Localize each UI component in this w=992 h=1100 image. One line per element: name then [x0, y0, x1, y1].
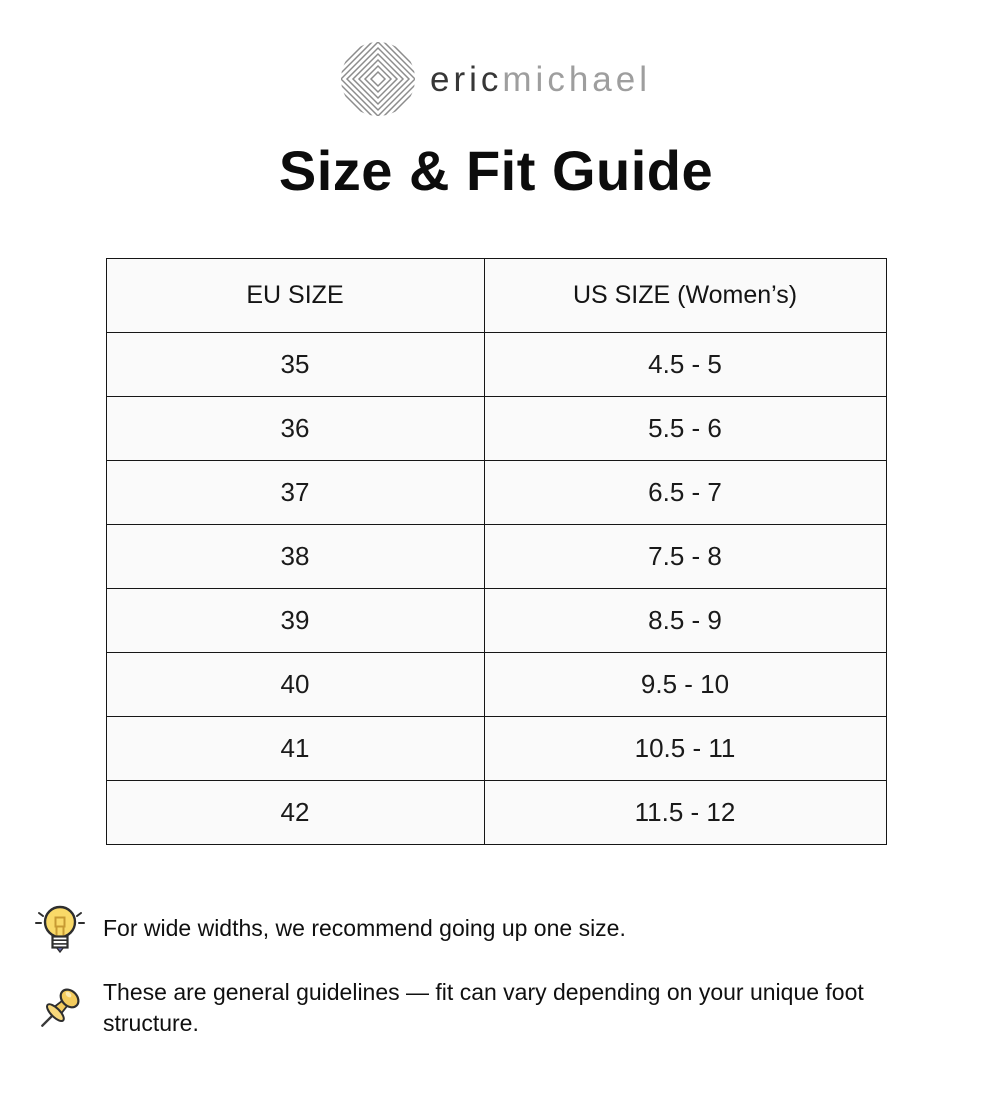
lightbulb-icon: [32, 901, 88, 957]
table-row: [106, 780, 886, 844]
brand-name-primary: eric: [429, 59, 503, 99]
us-size-cell: 7.5 - 8: [484, 524, 886, 588]
us-size-cell: 10.5 - 11: [484, 716, 886, 780]
us-size-cell: 5.5 - 6: [484, 396, 886, 460]
table-row: [106, 652, 886, 716]
eu-size-cell: 39: [106, 588, 484, 652]
us-size-cell: 11.5 - 12: [484, 780, 886, 844]
eu-size-cell: 38: [106, 524, 484, 588]
eu-size-cell: 36: [106, 396, 484, 460]
note-guidelines: [32, 977, 962, 1039]
brand-name: [429, 59, 651, 99]
size-guide-page: [0, 42, 992, 1100]
eu-size-cell: 40: [106, 652, 484, 716]
table-row: [106, 332, 886, 396]
eu-size-cell: 42: [106, 780, 484, 844]
us-size-header: US SIZE (Women’s): [484, 258, 886, 332]
note-wide-widths: [32, 901, 962, 957]
table-row: [106, 460, 886, 524]
note-text: These are general guidelines — fit can vary depending on your unique foot structure.: [103, 978, 864, 1036]
table-row: [106, 588, 886, 652]
page-title: Size & Fit Guide: [278, 139, 714, 202]
table-row: [106, 396, 886, 460]
table-row: [106, 524, 886, 588]
note-text: For wide widths, we recommend going up one size.: [103, 915, 626, 942]
eu-size-header: EU SIZE: [106, 258, 484, 332]
table-row: [106, 716, 886, 780]
us-size-cell: 6.5 - 7: [484, 460, 886, 524]
size-table: [106, 258, 887, 845]
us-size-cell: 9.5 - 10: [484, 652, 886, 716]
eu-size-cell: 41: [106, 716, 484, 780]
notes-section: [32, 901, 962, 1039]
us-size-cell: 4.5 - 5: [484, 332, 886, 396]
brand-name-secondary: michael: [502, 59, 651, 99]
eu-size-cell: 37: [106, 460, 484, 524]
size-table-body: [106, 332, 886, 844]
diamond-pattern-icon: [341, 42, 415, 116]
pushpin-icon: [32, 980, 88, 1036]
us-size-cell: 8.5 - 9: [484, 588, 886, 652]
eu-size-cell: 35: [106, 332, 484, 396]
brand-logo: [0, 42, 992, 116]
table-header-row: [106, 258, 886, 332]
